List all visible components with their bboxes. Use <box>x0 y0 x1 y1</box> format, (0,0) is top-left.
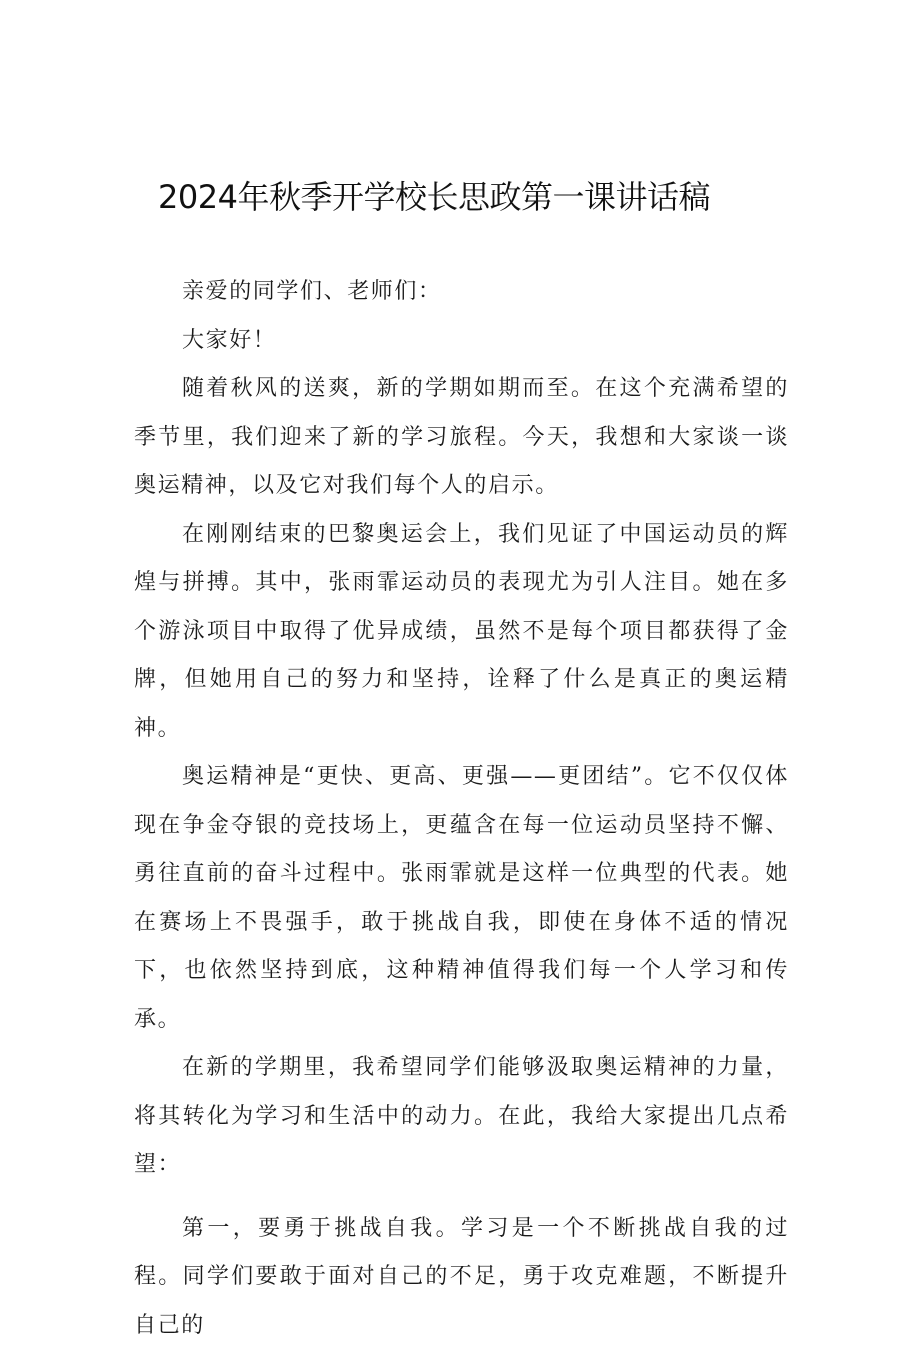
document-body <box>134 268 789 1350</box>
hello-paragraph: 大家好！ <box>134 317 789 366</box>
body-paragraph-1: 随着秋风的送爽，新的学期如期而至。在这个充满希望的季节里，我们迎来了新的学习旅程。今天，我想和大家谈一谈奥运精神，以及它对我们每个人的启示。 <box>134 365 789 511</box>
body-paragraph-3: 奥运精神是“更快、更高、更强——更团结”。它不仅仅体现在争金夺银的竞技场上，更蕴含在每一位运动员坚持不懈、勇往直前的奋斗过程中。张雨霏就是这样一位典型的代表。她在赛场上不畏强手，敢于挑战自我，即使在身体不适的情况下，也依然坚持到底，这种精神值得我们每一个人学习和传承。 <box>134 753 789 1044</box>
body-paragraph-2: 在刚刚结束的巴黎奥运会上，我们见证了中国运动员的辉煌与拼搏。其中，张雨霏运动员的表现尤为引人注目。她在多个游泳项目中取得了优异成绩，虽然不是每个项目都获得了金牌，但她用自己的努力和坚持，诠释了什么是真正的奥运精神。 <box>134 511 789 754</box>
body-paragraph-5: 第一，要勇于挑战自我。学习是一个不断挑战自我的过程。同学们要敢于面对自己的不足，勇于攻克难题，不断提升自己的 <box>134 1205 789 1350</box>
greeting-paragraph: 亲爱的同学们、老师们： <box>134 268 789 317</box>
body-paragraph-4: 在新的学期里，我希望同学们能够汲取奥运精神的力量，将其转化为学习和生活中的动力。在此，我给大家提出几点希望： <box>134 1044 789 1190</box>
document-title: 2024年秋季开学校长思政第一课讲话稿 <box>0 172 868 218</box>
